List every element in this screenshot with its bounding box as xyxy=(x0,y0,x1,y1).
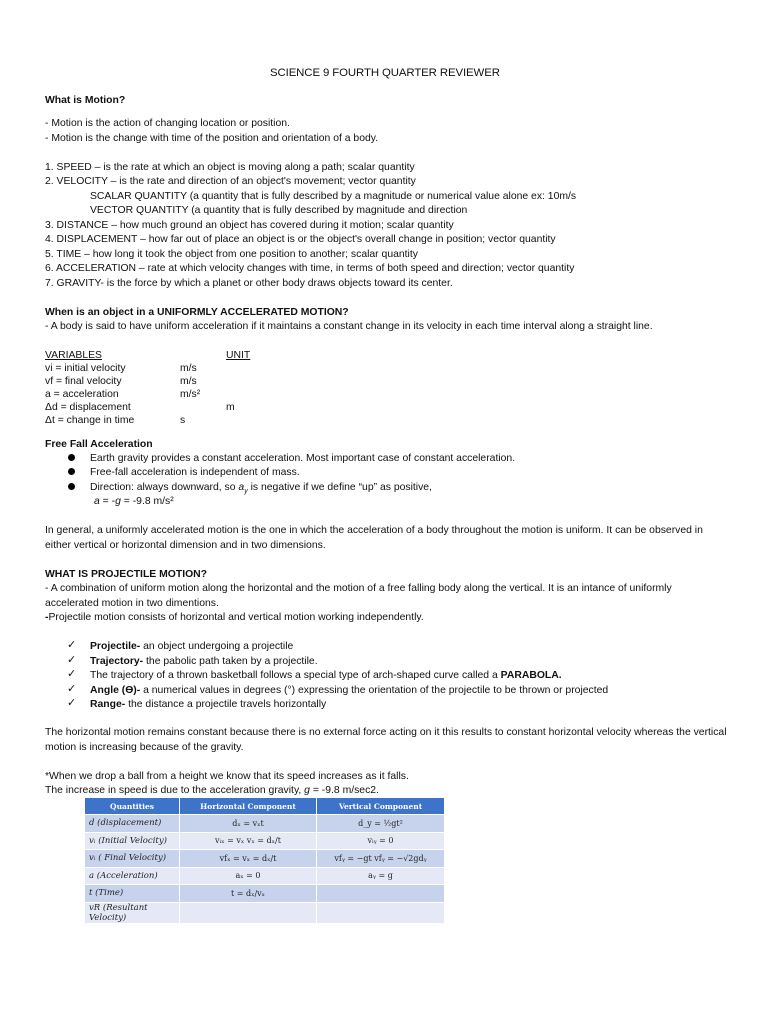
variable-unit: m xyxy=(226,402,235,413)
table-row xyxy=(85,867,445,885)
variable-name: vi = initial velocity xyxy=(45,363,126,374)
table-cell xyxy=(180,902,317,923)
general-line: either vertical or horizontal dimension and in two dimensions. xyxy=(45,540,326,551)
freefall-bullet-direction: Direction: always downward, so $a_y$ is negative if we define “up” as positive, xyxy=(90,482,432,496)
page-title: SCIENCE 9 FOURTH QUARTER REVIEWER xyxy=(270,67,500,79)
table-row xyxy=(85,850,445,868)
motion-line: - Motion is the action of changing location or position. xyxy=(45,118,290,129)
projectile-line: -Projectile motion consists of horizontal and vertical motion working independently. xyxy=(45,612,424,623)
freefall-bullet: Earth gravity provides a constant acceleration. Most important case of constant acceleration. xyxy=(90,453,516,464)
table-cell: vfₓ = vₓ = dₓ/t xyxy=(180,850,317,868)
general-line: In general, a uniformly accelerated motion is the one in which the acceleration of a body throughout the motion is uniform. It can be observed in xyxy=(45,525,703,536)
table-cell: dₓ = vₓt xyxy=(180,815,317,833)
term-vector: VECTOR QUANTITY (a quantity that is fully described by magnitude and direction xyxy=(90,205,468,216)
table-header: Vertical Component xyxy=(317,798,445,815)
motion-line: - Motion is the change with time of the position and orientation of a body. xyxy=(45,133,379,144)
bullet-icon xyxy=(68,468,75,475)
projectile-line: - A combination of uniform motion along the horizontal and the motion of a free falling body along the vertical. It is an intance of uniformly xyxy=(45,583,672,594)
variable-unit: m/s² xyxy=(180,389,201,400)
uam-text: - A body is said to have uniform acceleration if it maintains a constant change in its velocity in each time interval along a straight line. xyxy=(45,321,653,332)
motion-heading: What is Motion? xyxy=(45,95,126,106)
variable-name: Δt = change in time xyxy=(45,415,135,426)
term-time: 5. TIME – how long it took the object from one position to another; scalar quantity xyxy=(45,249,418,260)
table-header-row xyxy=(85,798,445,815)
table-cell xyxy=(317,885,445,903)
projectile-check: Range- the distance a projectile travels horizontally xyxy=(90,699,327,710)
table-cell: a (Acceleration) xyxy=(85,867,180,885)
table-header: Horizontal Component xyxy=(180,798,317,815)
table-cell: vᵢᵧ = 0 xyxy=(317,832,445,850)
term-velocity: 2. VELOCITY – is the rate and direction of an object's movement; vector quantity xyxy=(45,176,416,187)
table-cell: aᵧ = g xyxy=(317,867,445,885)
variable-unit: m/s xyxy=(180,376,197,387)
term-speed: 1. SPEED – is the rate at which an object is moving along a path; scalar quantity xyxy=(45,162,415,173)
table-header: Quantities xyxy=(85,798,180,815)
horizontal-line: The horizontal motion remains constant because there is no external force acting on it this results to constant horizontal velocity whereas the vertical xyxy=(45,727,727,738)
freefall-bullet: Free-fall acceleration is independent of mass. xyxy=(90,467,300,478)
term-displacement: 4. DISPLACEMENT – how far out of place an object is or the object's overall change in position; vector quantity xyxy=(45,234,556,245)
uam-heading: When is an object in a UNIFORMLY ACCELERATED MOTION? xyxy=(45,307,349,318)
gravity-equation: a = -g = -9.8 m/s² xyxy=(94,496,174,507)
projectile-line: accelerated motion in two dimentions. xyxy=(45,598,219,609)
checkmark-icon: ✓ xyxy=(67,697,77,709)
checkmark-icon: ✓ xyxy=(67,683,77,695)
bullet-icon xyxy=(68,483,75,490)
table-cell: t = dₓ/vₓ xyxy=(180,885,317,903)
projectile-check: Trajectory- the pabolic path taken by a projectile. xyxy=(90,656,318,667)
drop-line: The increase in speed is due to the acceleration gravity, g = -9.8 m/sec2. xyxy=(45,785,379,796)
projectile-check: Angle (Ɵ)- a numerical values in degrees (°) expressing the orientation of the projectile to be thrown or projected xyxy=(90,685,609,696)
table-row xyxy=(85,832,445,850)
table-cell: d_y = ½gt² xyxy=(317,815,445,833)
table-cell: vR (Resultant Velocity) xyxy=(85,902,180,923)
projectile-check: The trajectory of a thrown basketball follows a special type of arch-shaped curve called a PARABOLA. xyxy=(90,670,562,681)
term-scalar: SCALAR QUANTITY (a quantity that is fully described by a magnitude or numerical value alone ex: 10m/s xyxy=(90,191,577,202)
variable-unit: m/s xyxy=(180,363,197,374)
horizontal-line: motion is increasing because of the gravity. xyxy=(45,742,244,753)
table-row xyxy=(85,815,445,833)
table-cell: vᵢₓ = vₓ vₓ = dₓ/t xyxy=(180,832,317,850)
bullet-icon xyxy=(68,454,75,461)
checkmark-icon: ✓ xyxy=(67,654,77,666)
table-cell: aₓ = 0 xyxy=(180,867,317,885)
table-cell: d (displacement) xyxy=(85,815,180,833)
term-distance: 3. DISTANCE – how much ground an object has covered during it motion; scalar quantity xyxy=(45,220,454,231)
table-cell xyxy=(317,902,445,923)
projectile-heading: WHAT IS PROJECTILE MOTION? xyxy=(45,569,208,580)
variables-header: VARIABLES xyxy=(45,350,102,361)
table-row xyxy=(85,885,445,903)
variable-unit: s xyxy=(180,415,186,426)
checkmark-icon: ✓ xyxy=(67,639,77,651)
drop-line: *When we drop a ball from a height we know that its speed increases as it falls. xyxy=(45,771,409,782)
table-cell: vᵢ ( Final Velocity) xyxy=(85,850,180,868)
variable-name: vf = final velocity xyxy=(45,376,122,387)
kinematics-table xyxy=(84,797,445,924)
variable-name: Δd = displacement xyxy=(45,402,131,413)
term-gravity: 7. GRAVITY- is the force by which a planet or other body draws objects toward its center. xyxy=(45,278,453,289)
table-cell: vfᵧ = −gt vfᵧ = −√2gdᵧ xyxy=(317,850,445,868)
checkmark-icon: ✓ xyxy=(67,668,77,680)
variable-name: a = acceleration xyxy=(45,389,119,400)
table-cell: t (Time) xyxy=(85,885,180,903)
projectile-check: Projectile- an object undergoing a projectile xyxy=(90,641,294,652)
unit-header: UNIT xyxy=(226,350,251,361)
freefall-heading: Free Fall Acceleration xyxy=(45,439,153,450)
table-cell: vᵢ (Initial Velocity) xyxy=(85,832,180,850)
term-acceleration: 6. ACCELERATION – rate at which velocity changes with time, in terms of both speed and direction; vector quantity xyxy=(45,263,575,274)
table-row xyxy=(85,902,445,923)
